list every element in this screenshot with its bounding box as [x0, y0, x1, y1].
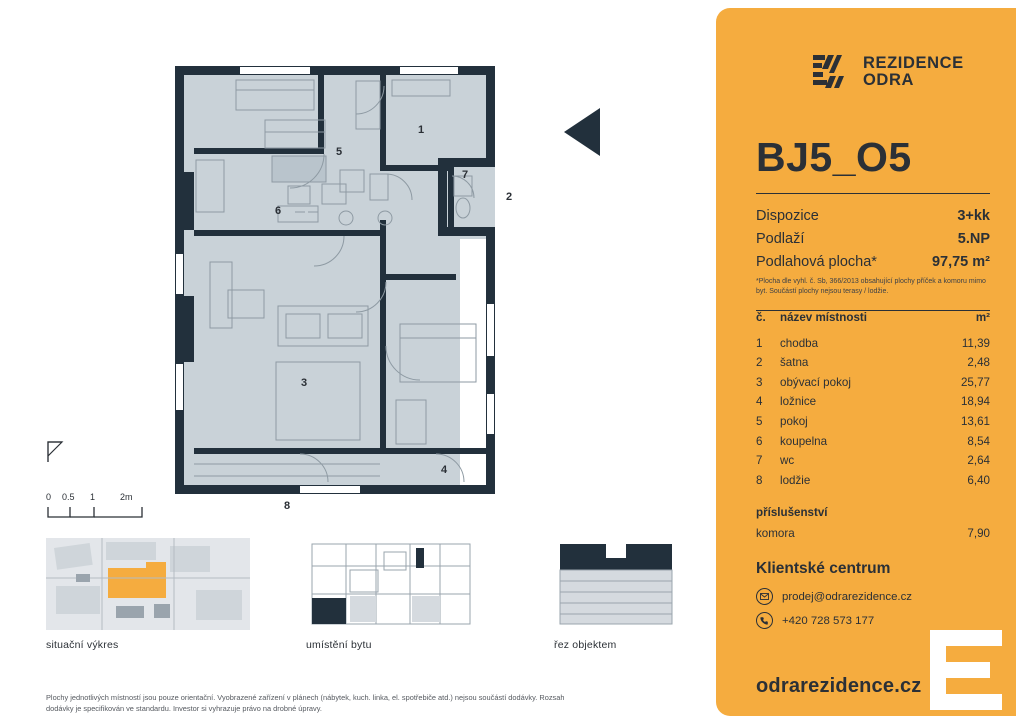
room-name: chodba: [780, 336, 819, 350]
spec-value: 3+kk: [957, 208, 990, 224]
room-area: 11,39: [961, 336, 990, 350]
room-name: lodžie: [780, 473, 811, 487]
svg-text:4: 4: [440, 464, 448, 476]
rooms-table: [756, 311, 990, 490]
room-num: 8: [756, 473, 763, 487]
room-num: 4: [756, 395, 763, 409]
header-area: m²: [975, 311, 990, 325]
svg-text:3: 3: [300, 377, 308, 389]
svg-text:1: 1: [417, 124, 425, 136]
unit-location-image: [306, 538, 476, 630]
brand-line-1: REZIDENCE: [863, 53, 964, 72]
contact-phone: +420 728 573 177: [782, 614, 875, 627]
table-header-row: [756, 311, 990, 333]
svg-text:2: 2: [505, 191, 513, 203]
room-name: obývací pokoj: [780, 375, 851, 389]
divider: [756, 193, 990, 194]
svg-text:5: 5: [335, 146, 343, 158]
brand-line-2: ODRA: [863, 71, 914, 89]
table-row: [756, 392, 990, 412]
thumb-caption: situační výkres: [46, 639, 119, 651]
room-name: pokoj: [780, 414, 808, 428]
room-area: 8,54: [967, 434, 990, 448]
area-footnote: *Plocha dle vyhl. č. Sb, 366/2013 obsahující plochy příček a komoru mimo byt. Součástí plochy nejsou terasy / lodžie.: [756, 278, 986, 296]
building-section-image: [554, 538, 678, 630]
svg-text:0: 0: [46, 492, 52, 502]
north-arrow-icon: [46, 438, 72, 464]
extras-name: komora: [756, 527, 795, 541]
table-row: [756, 333, 990, 353]
contact-email: prodej@odrarezidence.cz: [782, 590, 912, 603]
room-area: 2,64: [967, 454, 990, 468]
room-area: 13,61: [960, 414, 990, 428]
room-name: ložnice: [780, 395, 817, 409]
svg-text:0.5: 0.5: [62, 492, 75, 502]
spec-label: Podlaží: [756, 231, 805, 247]
corner-pattern-icon: [922, 622, 1016, 716]
site-plan-image: [46, 538, 250, 630]
info-panel: [716, 8, 1016, 716]
scale-and-north: [46, 438, 206, 530]
odra-logo-icon: [810, 52, 850, 92]
table-row: [756, 431, 990, 451]
svg-text:8: 8: [283, 500, 291, 512]
extras-area: 7,90: [967, 527, 990, 541]
svg-text:6: 6: [274, 205, 282, 217]
extras-row: [756, 525, 990, 542]
spec-label: Podlahová plocha*: [756, 254, 877, 270]
room-name: koupelna: [780, 434, 828, 448]
contact-email-row[interactable]: [756, 588, 990, 605]
svg-text:7: 7: [461, 169, 469, 181]
thumbnails: [46, 538, 686, 678]
room-num: 6: [756, 434, 763, 448]
building-section-thumb: [554, 538, 678, 651]
room-num: 1: [756, 336, 763, 350]
room-area: 6,40: [967, 473, 990, 487]
room-name: wc: [780, 454, 795, 468]
room-area: 2,48: [967, 356, 990, 370]
spec-value: 5.NP: [957, 231, 990, 247]
spec-list: [756, 208, 990, 270]
room-num: 2: [756, 356, 763, 370]
spec-row: [756, 208, 990, 224]
room-area: 25,77: [960, 375, 990, 389]
spec-value: 97,75 m²: [931, 254, 990, 270]
room-num: 5: [756, 414, 763, 428]
table-row: [756, 470, 990, 490]
website-url[interactable]: odrarezidence.cz: [756, 675, 922, 697]
envelope-icon: [756, 588, 773, 605]
entrance-arrow-icon: [564, 108, 600, 156]
table-row: [756, 412, 990, 432]
spec-label: Dispozice: [756, 208, 819, 224]
thumb-caption: řez objektem: [554, 639, 617, 651]
room-area: 18,94: [960, 395, 990, 409]
room-num: 3: [756, 375, 763, 389]
table-row: [756, 451, 990, 471]
unit-location-thumb: [306, 538, 476, 651]
disclaimer-text: Plochy jednotlivých místností jsou pouze orientační. Vyobrazené zařízení v plánech (nábytek, kuch. linka, el. spotřebiče atd.) nejsou součástí dodávky. Rozsah dodávky je specifikován ve standardu. Investor si vyhrazuje právo na drobné úpravy.: [46, 693, 565, 714]
thumb-caption: umístění bytu: [306, 639, 372, 651]
phone-icon: [756, 612, 773, 629]
header-name: název místnosti: [780, 311, 867, 325]
unit-code: BJ5_O5: [756, 134, 912, 180]
room-name: šatna: [780, 356, 809, 370]
svg-text:1: 1: [90, 492, 96, 502]
extras-title: příslušenství: [756, 506, 828, 520]
room-num: 7: [756, 454, 763, 468]
header-num: č.: [756, 311, 766, 325]
brand-block: [810, 52, 990, 92]
site-plan-thumb: [46, 538, 250, 651]
svg-text:2m: 2m: [120, 492, 133, 502]
spec-row: [756, 254, 990, 270]
contact-title: Klientské centrum: [756, 560, 891, 578]
table-row: [756, 353, 990, 373]
scale-bar: [46, 491, 206, 525]
table-row: [756, 372, 990, 392]
spec-row: [756, 231, 990, 247]
